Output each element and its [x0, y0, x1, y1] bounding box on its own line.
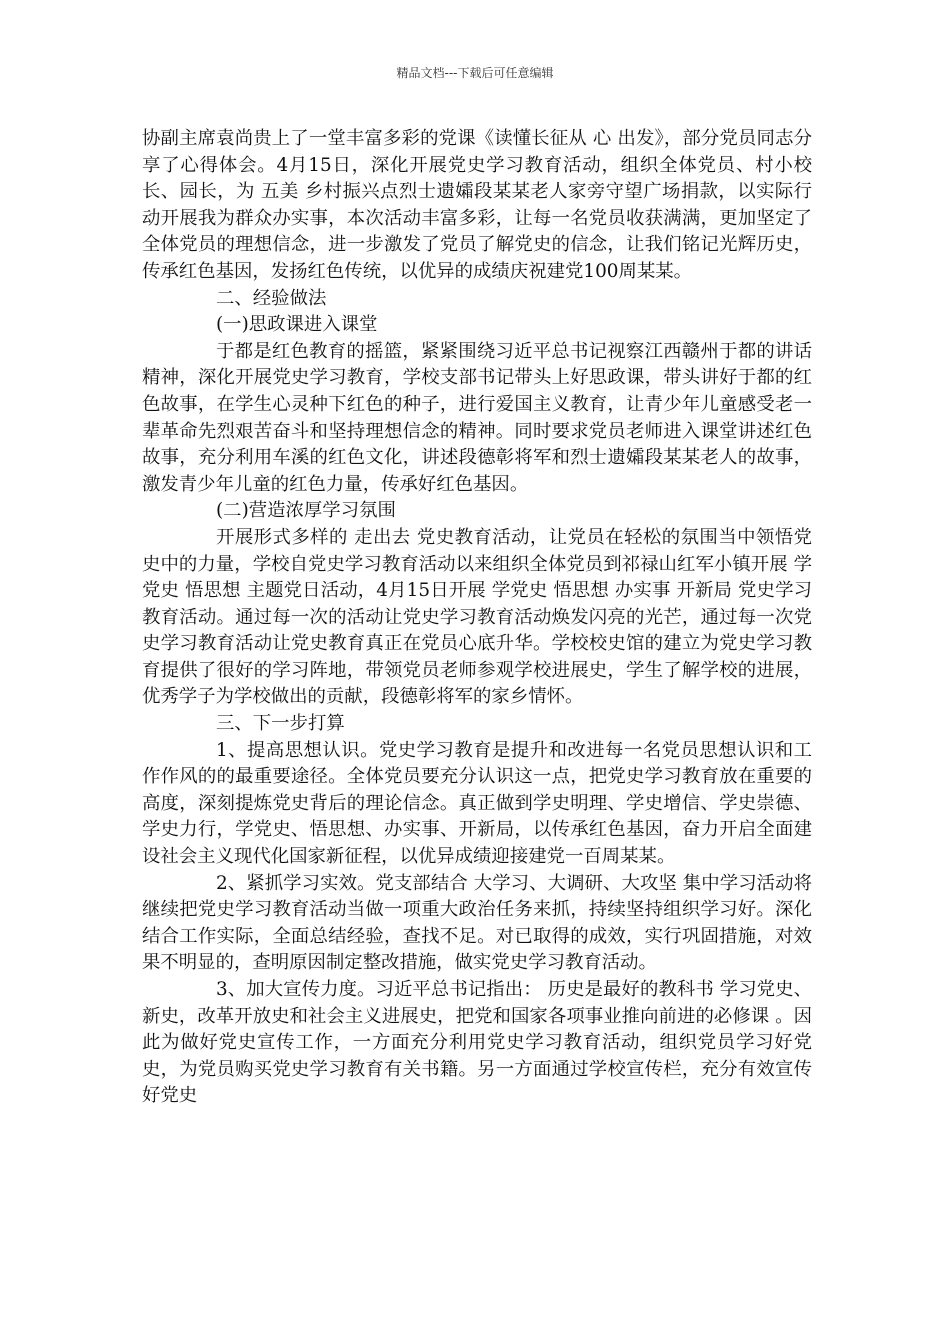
subheading-ideology-class: (一)思政课进入课堂	[216, 314, 378, 336]
paragraph-next-step-1: 1、提高思想认识。党史学习教育是提升和改进每一名党员思想认识和工作作风的的最重要途径。全体党员要充分认识这一点，把党史学习教育放在重要的高度，深刻提炼党史背后的理论信念。真正做到学史明理、学史增信、学史崇德、学史力行，学党史、悟思想、办实事、开新局，以传承红色基因，奋力开启全面建设社会主义现代化国家新征程，以优异成绩迎接建党一百周某某。	[142, 739, 812, 868]
paragraph-next-step-2: 2、紧抓学习实效。党支部结合 大学习、大调研、大攻坚 集中学习活动将继续把党史学习教育活动当做一项重大政治任务来抓，持续坚持组织学习好。深化结合工作实际，全面总结经验，查找不足。对已取得的成效，实行巩固措施，对效果不明显的，查明原因制定整改措施，做实党史学习教育活动。	[142, 872, 812, 974]
paragraph-study-atmosphere: 开展形式多样的 走出去 党史教育活动，让党员在轻松的氛围当中领悟党史中的力量，学校自党史学习教育活动以来组织全体党员到祁禄山红军小镇开展 学党史 悟思想 主题党日活动，4月15日开展 学党史 悟思想 办实事 开新局 党史学习教育活动。通过每一次的活动让党史学习教育活动焕发闪亮的光芒，通过每一次党史学习教育活动让党史教育真正在党员心底升华。学校校史馆的建立为党史学习教育提供了很好的学习阵地，带领党员老师参观学校进展史，学生了解学校的进展，优秀学子为学校做出的贡献，段德彰将军的家乡情怀。	[142, 526, 812, 708]
document-body	[142, 126, 812, 1110]
paragraph-ideology-class: 于都是红色教育的摇篮，紧紧围绕习近平总书记视察江西赣州于都的讲话精神，深化开展党史学习教育，学校支部书记带头上好思政课，带头讲好于都的红色故事，在学生心灵种下红色的种子，进行爱国主义教育，让青少年儿童感受老一辈革命先烈艰苦奋斗和坚持理想信念的精神。同时要求党员老师进入课堂讲述红色故事，充分利用车溪的红色文化，讲述段德彰将军和烈士遗孀段某某老人的故事，激发青少年儿童的红色力量，传承好红色基因。	[142, 340, 812, 495]
subheading-study-atmosphere: (二)营造浓厚学习氛围	[216, 500, 396, 522]
section-heading-next-steps: 三、下一步打算	[216, 713, 345, 735]
paragraph-next-step-3: 3、加大宣传力度。习近平总书记指出： 历史是最好的教科书 学习党史、新史，改革开放史和社会主义进展史，把党和国家各项事业推向前进的必修课 。因此为做好党史宣传工作，一方面充分利用党史学习教育活动，组织党员学习好党史，为党员购买党史学习教育有关书籍。另一方面通过学校宣传栏，充分有效宣传好党史	[142, 979, 812, 1107]
paragraph-intro-continuation: 协副主席袁尚贵上了一堂丰富多彩的党课《读懂长征从 心 出发》，部分党员同志分享了心得体会。4月15日，深化开展党史学习教育活动，组织全体党员、村小校长、园长，为 五美 乡村振兴点烈士遗孀段某某老人家旁守望广场捐款，以实际行动开展我为群众办实事，本次活动丰富多彩，让每一名党员收获满满，更加坚定了全体党员的理想信念，进一步激发了党员了解党史的信念，让我们铭记光辉历史，传承红色基因，发扬红色传统，以优异的成绩庆祝建党100周某某。	[142, 128, 812, 282]
page-header: 精品文档---下载后可任意编辑	[396, 66, 554, 80]
section-heading-experience: 二、经验做法	[216, 287, 327, 309]
